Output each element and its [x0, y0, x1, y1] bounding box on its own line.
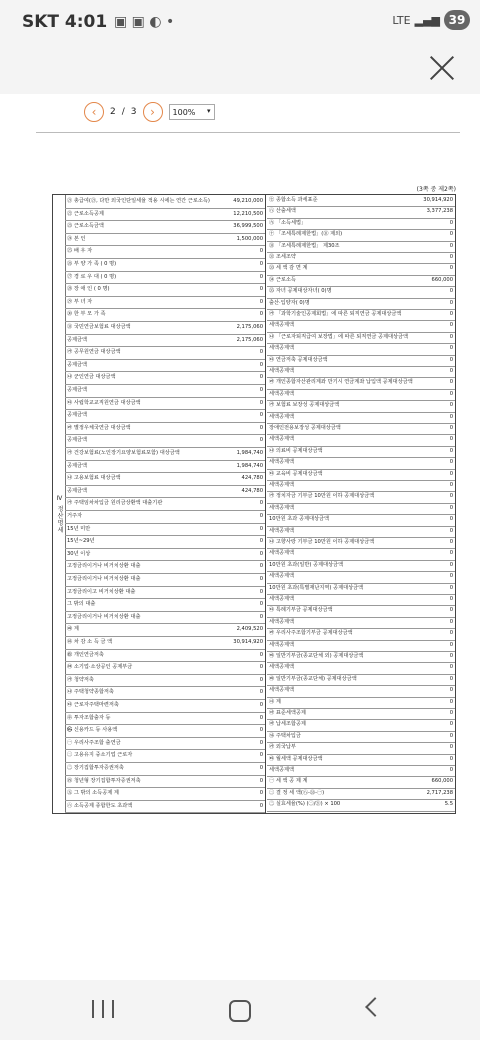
row-label: ㉝ 세 액 감 면 계	[269, 265, 308, 272]
row-label: ㊄ 그 밖의 소득공제 계	[67, 790, 119, 797]
row-label: 공제금액	[67, 387, 88, 393]
row-value: 0	[259, 361, 263, 368]
row-value: 0	[449, 607, 453, 614]
table-row	[65, 573, 265, 587]
row-label: 15년~29년	[67, 538, 95, 545]
section-title: Ⅳ 정산명세	[56, 495, 63, 534]
row-value: 0	[449, 231, 453, 238]
right-column	[267, 195, 455, 815]
row-label: ㊃ 청년형 장기집합투자증권저축	[67, 777, 141, 784]
row-value: 0	[449, 641, 453, 648]
row-label: ㉺ 계	[67, 626, 79, 633]
row-value: 0	[449, 539, 453, 545]
row-label: 공제금액	[67, 412, 88, 419]
table-row	[65, 409, 265, 423]
carrier-time: SKT 4:01	[22, 12, 108, 32]
row-value: 0	[259, 588, 263, 595]
back-icon[interactable]	[365, 997, 385, 1017]
table-row	[65, 623, 265, 637]
status-bar	[0, 0, 480, 44]
row-label: 10만원 초과(특별재난지역) 공제대상금액	[269, 584, 364, 591]
row-label: ㉓ 근로소득금액	[67, 223, 104, 230]
table-row	[65, 472, 265, 486]
table-row	[65, 762, 265, 776]
table-row	[65, 674, 265, 688]
row-label: ㉶ 납세조합공제	[269, 721, 306, 728]
row-label: ㉛ 국민연금보험료 대상금액	[67, 324, 131, 330]
signal-icon: ▂▄▆	[414, 13, 440, 27]
row-label: ㉮ 청약저축	[67, 676, 94, 683]
row-label: 세액공제액	[269, 687, 295, 694]
row-value: 0	[449, 299, 453, 306]
row-value: 0	[259, 702, 263, 708]
row-value: 0	[259, 286, 263, 293]
row-label: ㉮ 정치자금 기부금 10만원 이하 공제대상금액	[269, 493, 375, 500]
row-value: 36,999,500	[233, 223, 263, 230]
row-value: 12,210,500	[233, 210, 263, 217]
row-value: 424,780	[241, 487, 263, 494]
table-row	[65, 497, 265, 511]
table-row	[65, 535, 265, 549]
table-row	[65, 371, 265, 385]
row-value: 0	[259, 424, 263, 431]
row-value: 0	[259, 437, 263, 444]
row-label: ㉯ 의료비 공제대상금액	[269, 447, 323, 454]
row-label: ㊂ 장기집합투자증권저축	[67, 765, 124, 771]
notification-icons: ▣ ▣ ◐ •	[114, 14, 175, 30]
battery-icon: 39	[444, 10, 470, 30]
row-label: 세액공제액	[269, 596, 295, 602]
row-value: 0	[449, 219, 453, 226]
settlement-table	[52, 194, 456, 814]
row-label: ㉒ 근로소득공제	[67, 210, 104, 217]
row-value: 0	[449, 356, 453, 363]
row-value: 0	[449, 767, 453, 773]
row-label: 고정금리이거나 비거치상환 대출	[67, 576, 141, 582]
row-label: ㉮ 건강보험료(노인장기요양보험료포함) 대상금액	[67, 450, 180, 456]
row-value: 0	[259, 412, 263, 419]
row-value: 0	[449, 744, 453, 751]
row-label: 장애인전용보장성 공제대상금액	[269, 425, 341, 431]
row-label: ㉗ 경 로 우 대 ( 0 명)	[67, 273, 117, 280]
table-row	[65, 749, 265, 763]
table-row	[65, 800, 265, 814]
row-label: ㉯ 고용보험료 대상금액	[67, 475, 121, 482]
row-value: 0	[449, 413, 453, 420]
page-label: (3쪽 중 제2쪽)	[416, 186, 456, 193]
row-value: 0	[259, 273, 263, 280]
row-value: 0	[259, 676, 263, 683]
row-value: 0	[449, 447, 453, 454]
row-label: ㉯ 군인연금 대상금액	[67, 374, 116, 381]
row-label: ㉯ 「근로자퇴직급여 보장법」에 따른 퇴직연금 공제대상금액	[269, 333, 409, 340]
table-row	[65, 586, 265, 600]
row-value: 0	[449, 482, 453, 488]
row-value: 0	[259, 802, 263, 809]
row-label: 출산·입양자( 0)명	[269, 299, 310, 306]
row-label: 세액공제액	[269, 413, 295, 420]
row-label: 세액공제액	[269, 573, 295, 580]
row-label: ㉰ 교육비 공제대상금액	[269, 470, 323, 477]
row-label: ㉯ 주택청약종합저축	[67, 689, 114, 696]
chevron-down-icon: ▾	[207, 107, 211, 115]
row-label: ㉛ 「조세특례제한법」 제30조	[269, 242, 340, 249]
table-row	[65, 548, 265, 562]
row-label: ㉮ 보험료 보장성 공제대상금액	[269, 402, 340, 409]
row-value: 5.5	[444, 801, 453, 808]
table-row	[65, 384, 265, 398]
row-label: ㉽ 소기업·소상공인 공제부금	[67, 664, 133, 671]
row-label: 세액공제액	[269, 322, 295, 329]
row-label: ㉖ 부 양 가 족 ( 0 명)	[67, 261, 117, 267]
row-value: 0	[259, 563, 263, 570]
row-label: ㉰ 특례기부금 공제대상금액	[269, 607, 333, 614]
table-row	[65, 485, 265, 499]
table-row	[65, 233, 265, 247]
row-label: ㉘ 장 애 인 ( 0 명)	[67, 286, 110, 293]
row-value: 0	[449, 687, 453, 694]
row-label: ㉞ 근로소득	[269, 276, 296, 283]
table-row	[65, 787, 265, 801]
table-row	[65, 699, 265, 713]
row-label: ㉱ 개인종합자산관리계좌 만기시 연금계좌 납입액 공제대상금액	[269, 379, 413, 386]
row-label: 10만원 초과 공제대상금액	[269, 516, 330, 523]
row-value: 0	[259, 538, 263, 545]
row-value: 0	[259, 374, 263, 381]
row-value: 0	[449, 311, 453, 317]
row-label: 세액공제액	[269, 436, 295, 443]
row-label: 공제금액	[67, 437, 88, 444]
viewer-topbar	[0, 44, 480, 94]
row-value: 660,000	[431, 778, 453, 785]
row-label: 세액공제액	[269, 482, 295, 488]
row-value: 0	[449, 368, 453, 374]
zoom-value: 100%	[172, 107, 196, 117]
row-label: ㉑ 총급여(㉑, 다만 외국인단일세율 적용 시에는 연간 근로소득)	[67, 198, 210, 204]
row-value: 0	[449, 618, 453, 625]
row-value: 0	[449, 550, 453, 557]
row-label: ㉚ 한 부 모 가 족	[67, 311, 106, 318]
row-label: 30년 이상	[67, 550, 91, 557]
row-value: 0	[259, 790, 263, 797]
table-row	[65, 195, 265, 209]
row-label: ㉲ 일반기부금(종교단체 외) 공제대상금액	[269, 653, 364, 659]
row-label: 세액공제액	[269, 504, 295, 511]
row-label: 고정금리이거나 비거치상환 대출	[67, 563, 141, 570]
row-label: ㉯ 고향사랑 기부금 10만원 이하 공제대상금액	[269, 539, 375, 545]
row-value: 0	[449, 390, 453, 397]
table-row	[65, 308, 265, 322]
table-row	[65, 321, 265, 335]
row-label: ㉕ 배 우 자	[67, 248, 93, 255]
row-value: 0	[449, 755, 453, 762]
row-label: ㉴ 계	[269, 698, 281, 705]
row-label: ㉳ 일반기부금(종교단체) 공제대상금액	[269, 675, 357, 682]
table-row	[65, 434, 265, 448]
total-pages: 3	[130, 107, 137, 117]
row-value: 0	[259, 664, 263, 671]
status-right	[392, 10, 470, 30]
row-value: 0	[449, 561, 453, 568]
row-label: ㉮ 공무원연금 대상금액	[67, 349, 121, 356]
table-row	[65, 611, 265, 625]
row-label: 세액공제액	[269, 618, 295, 625]
table-row	[65, 447, 265, 461]
row-value: 0	[449, 402, 453, 409]
current-page: 2	[110, 107, 116, 117]
row-value: 2,175,060	[236, 324, 263, 330]
row-label: ㉟ 자녀 공제대상자녀( 0)명	[269, 288, 332, 295]
row-label: 세액공제액	[269, 641, 295, 648]
row-value: 0	[259, 601, 263, 608]
row-label: ㉻ 차 감 소 득 금 액	[67, 639, 113, 645]
table-row	[65, 245, 265, 259]
row-label: 세액공제액	[269, 664, 295, 671]
table-row	[65, 346, 265, 360]
row-value: 0	[259, 714, 263, 721]
row-label: ㊀ 세 액 공 제 계	[269, 778, 308, 785]
row-label: ㉰ 연금저축 공제대상금액	[269, 356, 328, 363]
row-value: 0	[449, 436, 453, 443]
row-value: 0	[449, 584, 453, 591]
row-value: 49,210,000	[233, 198, 263, 204]
table-row	[65, 649, 265, 663]
row-value: 0	[449, 504, 453, 511]
table-row	[65, 283, 265, 297]
table-row	[65, 359, 265, 373]
row-label: 세액공제액	[269, 390, 295, 397]
row-value: 0	[259, 525, 263, 532]
table-row	[65, 724, 265, 738]
row-label: ㊁ 결 정 세 액(㊇-㉝-㊀)	[269, 789, 325, 796]
row-label: 15년 미만	[67, 525, 91, 532]
prev-page-button[interactable]: ‹	[84, 102, 104, 122]
row-value: 0	[259, 689, 263, 696]
table-row	[65, 296, 265, 310]
row-value: 0	[259, 248, 263, 255]
row-value: 0	[449, 333, 453, 340]
left-column	[65, 195, 265, 815]
row-value: 0	[449, 710, 453, 716]
row-value: 0	[259, 500, 263, 507]
row-value: 0	[259, 513, 263, 519]
row-value: 0	[259, 311, 263, 318]
table-row	[65, 598, 265, 612]
row-value: 0	[259, 739, 263, 746]
table-row	[65, 208, 265, 222]
network-indicator: LTE	[392, 13, 411, 27]
row-value: 0	[259, 727, 263, 734]
row-label: 공제금액	[67, 487, 88, 494]
row-value: 0	[259, 765, 263, 771]
row-label: ㉹ 월세액 공제대상금액	[269, 755, 323, 762]
row-value: 0	[449, 345, 453, 352]
row-value: 0	[449, 516, 453, 523]
row-value: 0	[259, 576, 263, 582]
row-value: 660,000	[431, 276, 453, 283]
row-label: 10만원 초과(일반) 공제대상금액	[269, 561, 344, 568]
row-label: ㊇ 산출세액	[269, 208, 296, 215]
row-label: ㊉ 「조세특례제한법」(㉛ 제외)	[269, 231, 343, 238]
row-label: ㉱ 별정우체국연금 대상금액	[67, 424, 131, 431]
home-icon[interactable]	[229, 1000, 251, 1022]
row-value: 0	[449, 653, 453, 659]
table-row	[65, 686, 265, 700]
row-value: 0	[449, 630, 453, 637]
row-label: ㊈ 「소득세법」	[269, 219, 307, 226]
row-label: ㊅ 소득공제 종합한도 초과액	[67, 802, 133, 809]
row-value: 0	[449, 493, 453, 500]
row-value: 0	[259, 550, 263, 557]
row-value: 2,717,238	[426, 789, 453, 796]
row-label: ㉵ 표준세액공제	[269, 710, 306, 716]
row-label: 공제금액	[67, 336, 88, 343]
row-label: ㉰ 사립학교교직원연금 대상금액	[67, 399, 141, 406]
row-value: 0	[449, 732, 453, 739]
row-value: 1,984,740	[236, 450, 263, 456]
row-label: 세액공제액	[269, 550, 295, 557]
row-value: 2,409,520	[236, 626, 263, 633]
table-row	[65, 737, 265, 751]
row-value: 0	[259, 752, 263, 759]
row-label: ㉮ 「과학기술인공제회법」에 따른 퇴직연금 공제대상금액	[269, 311, 402, 317]
row-value: 0	[449, 379, 453, 386]
row-value: 0	[449, 527, 453, 534]
row-label: 세액공제액	[269, 368, 295, 374]
row-value: 0	[259, 349, 263, 356]
row-label: ㊀ 우리사주조합 출연금	[67, 739, 121, 746]
table-row	[267, 799, 455, 811]
row-label: ㉮ 주택임차차입금 원리금상환액 대출기관	[67, 500, 163, 507]
row-value: 0	[259, 298, 263, 305]
row-value: 0	[449, 675, 453, 682]
row-value: 0	[259, 387, 263, 393]
table-row	[65, 712, 265, 726]
row-label: ㉸ 외국납부	[269, 744, 296, 751]
row-value: 0	[259, 613, 263, 620]
row-value: 0	[449, 573, 453, 580]
toolbar-divider	[36, 132, 460, 133]
row-label: ㉷ 주택차입금	[269, 732, 301, 739]
table-row	[65, 334, 265, 348]
row-value: 0	[449, 698, 453, 705]
zoom-select[interactable]	[169, 104, 215, 120]
document-viewer	[0, 94, 480, 980]
row-value: 0	[449, 425, 453, 431]
next-page-button[interactable]: ›	[143, 102, 163, 122]
divider-middle	[265, 195, 266, 813]
row-label: ㊁ 고용유지 중소기업 근로자	[67, 752, 133, 759]
close-icon[interactable]	[426, 52, 458, 84]
row-label: ㉔ 본 인	[67, 235, 86, 242]
row-value: 0	[449, 470, 453, 477]
row-label: 세액공제액	[269, 459, 295, 466]
row-value: 30,914,920	[233, 639, 263, 645]
row-label: 공제금액	[67, 462, 88, 469]
table-row	[65, 636, 265, 650]
row-value: 0	[449, 265, 453, 272]
row-label: ㉾ 투자조합출자 등	[67, 714, 111, 721]
row-value: 0	[259, 651, 263, 658]
android-nav-bar	[0, 980, 480, 1040]
row-value: 0	[449, 322, 453, 329]
table-row	[65, 422, 265, 436]
page-separator: /	[121, 107, 125, 117]
row-value: 0	[449, 288, 453, 295]
row-value: 0	[449, 596, 453, 602]
row-value: 0	[449, 254, 453, 260]
table-row	[65, 397, 265, 411]
row-value: 3,377,238	[426, 208, 453, 215]
row-value: 0	[449, 721, 453, 728]
row-label: 고정금리이거나 비거치상환 대출	[67, 613, 141, 620]
recent-apps-icon[interactable]	[92, 1000, 114, 1018]
row-label: 그 밖의 대출	[67, 601, 96, 608]
table-row	[65, 510, 265, 524]
row-value: 2,175,060	[236, 336, 263, 343]
row-value: 0	[259, 261, 263, 267]
row-value: 0	[259, 777, 263, 784]
row-label: ㊂ 실효세율(%) (㊁/㉑) × 100	[269, 801, 341, 808]
table-row	[65, 560, 265, 574]
row-label: 세액공제액	[269, 527, 295, 534]
row-label: 세액공제액	[269, 345, 295, 352]
table-row	[65, 258, 265, 272]
row-label: ㊆ 종합소득 과세표준	[269, 197, 318, 203]
row-value: 0	[259, 399, 263, 406]
table-row	[65, 661, 265, 675]
table-row	[65, 775, 265, 789]
row-value: 1,984,740	[236, 462, 263, 469]
row-label: 공제금액	[67, 361, 88, 368]
pager	[84, 102, 215, 122]
table-row	[65, 271, 265, 285]
row-label: 거주자	[67, 513, 83, 519]
row-label: ㉿ 신용카드 등 사용액	[67, 727, 118, 734]
row-value: 0	[449, 459, 453, 466]
row-label: ㉙ 부 녀 자	[67, 298, 93, 305]
row-value: 424,780	[241, 475, 263, 482]
row-label: ㉼ 개인연금저축	[67, 651, 104, 658]
table-row	[65, 220, 265, 234]
row-value: 1,500,000	[236, 235, 263, 242]
row-label: 고정금리이고 비거치상환 대출	[67, 588, 136, 595]
row-label: ㉱ 우리사주조합기부금 공제대상금액	[269, 630, 353, 637]
row-label: 세액공제액	[269, 767, 295, 773]
table-row	[65, 460, 265, 474]
row-label: ㉰ 근로자주택마련저축	[67, 702, 119, 708]
row-label: ㉜ 조세조약	[269, 254, 296, 260]
row-value: 0	[449, 242, 453, 249]
table-row	[65, 523, 265, 537]
row-value: 0	[449, 664, 453, 671]
row-value: 30,914,920	[423, 197, 453, 203]
